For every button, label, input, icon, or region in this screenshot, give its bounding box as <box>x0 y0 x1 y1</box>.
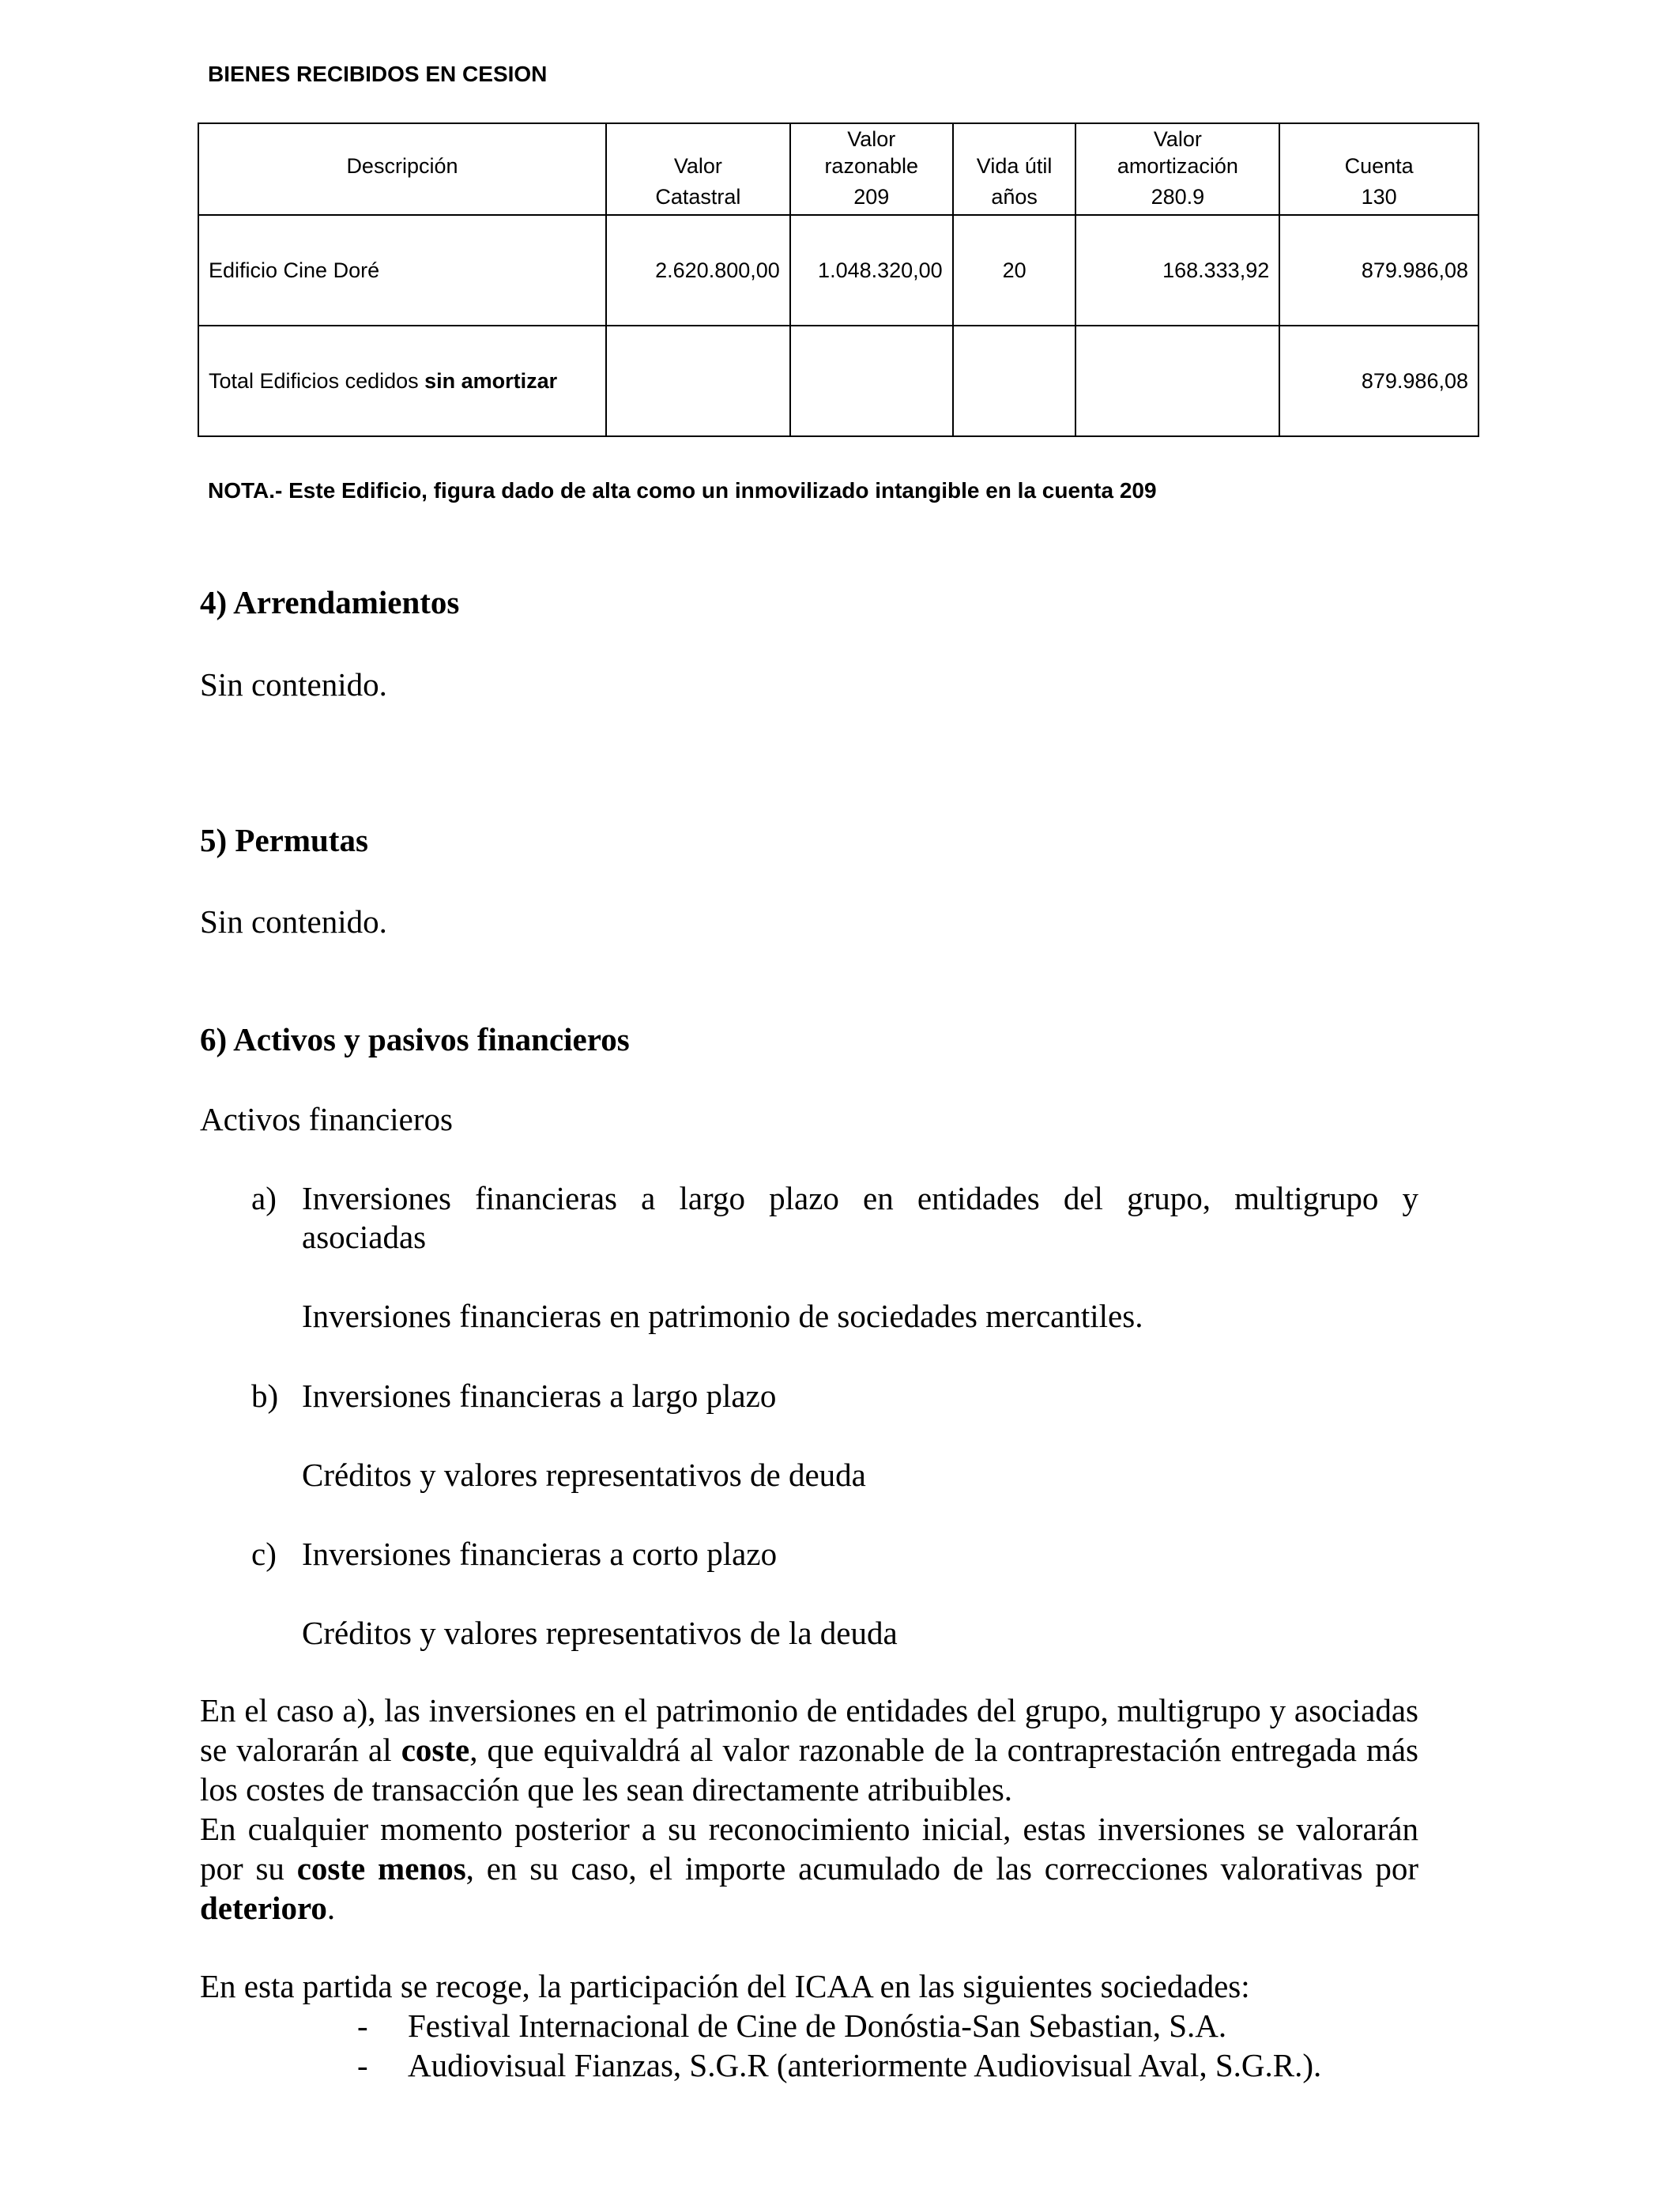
header-vida-util: Vida útil años <box>953 123 1076 215</box>
cell-valor-catastral: 2.620.800,00 <box>606 215 790 326</box>
header-descripcion: Descripción <box>198 123 606 215</box>
list-item-a-cont: asociadas <box>302 1219 427 1255</box>
list-item: - Festival Internacional de Cine de Donóstia-San Sebastian, S.A. <box>357 2007 1227 2044</box>
cell-empty <box>790 326 953 436</box>
section-5-title: 5) Permutas <box>200 822 368 858</box>
header-valor-amortizacion: Valor amortización 280.9 <box>1075 123 1279 215</box>
section-6-title: 6) Activos y pasivos financieros <box>200 1021 630 1057</box>
table-note: NOTA.- Este Edificio, figura dado de alta como un inmovilizado intangible en la cuenta 209 <box>208 478 1157 503</box>
paragraph-participation: En esta partida se recoge, la participación del ICAA en las siguientes sociedades: <box>200 1968 1250 2004</box>
header-valor-catastral: Valor Catastral <box>606 123 790 215</box>
header-cuenta: Cuenta 130 <box>1279 123 1478 215</box>
list-item-c: c) Inversiones financieras a corto plazo <box>251 1536 778 1572</box>
paragraph-subsequent: En cualquier momento posterior a su reconocimiento inicial, estas inversiones se valorarán por su coste menos, en su caso, el importe acumulado de las correcciones valorativas por deterioro. <box>200 1811 1419 1926</box>
list-item-b-detail: Créditos y valores representativos de deuda <box>302 1457 866 1493</box>
list-item-c-detail: Créditos y valores representativos de la deuda <box>302 1615 898 1651</box>
cell-empty <box>606 326 790 436</box>
assets-table <box>198 123 1479 437</box>
table-title: BIENES RECIBIDOS EN CESION <box>208 62 548 86</box>
cell-valor-razonable: 1.048.320,00 <box>790 215 953 326</box>
list-item-a-detail: Inversiones financieras en patrimonio de sociedades mercantiles. <box>302 1298 1143 1334</box>
section-5-body: Sin contenido. <box>200 903 387 940</box>
cell-empty <box>953 326 1076 436</box>
cell-total-label: Total Edificios cedidos sin amortizar <box>198 326 606 436</box>
cell-vida-util: 20 <box>953 215 1076 326</box>
table-total-row <box>198 326 1478 436</box>
section-4-body: Sin contenido. <box>200 666 387 703</box>
table-header-row <box>198 123 1478 215</box>
table-row <box>198 215 1478 326</box>
list-item-a: a) Inversiones financieras a largo plazo en entidades del grupo, multigrupo y <box>251 1180 1418 1216</box>
section-4-title: 4) Arrendamientos <box>200 584 460 620</box>
cell-valor-amortizacion: 168.333,92 <box>1075 215 1279 326</box>
cell-total-cuenta: 879.986,08 <box>1279 326 1478 436</box>
cell-descripcion: Edificio Cine Doré <box>198 215 606 326</box>
list-item-b: b) Inversiones financieras a largo plazo <box>251 1378 777 1414</box>
list-item: - Audiovisual Fianzas, S.G.R (anteriormente Audiovisual Aval, S.G.R.). <box>357 2047 1322 2083</box>
section-6-subtitle: Activos financieros <box>200 1101 453 1137</box>
cell-empty <box>1075 326 1279 436</box>
paragraph-valuation: En el caso a), las inversiones en el patrimonio de entidades del grupo, multigrupo y asociadas se valorarán al coste, que equivaldrá al valor razonable de la contraprestación entregada más los costes de transacción que les sean directamente atribuibles. <box>200 1692 1418 1808</box>
header-valor-razonable: Valor razonable 209 <box>790 123 953 215</box>
cell-cuenta: 879.986,08 <box>1279 215 1478 326</box>
